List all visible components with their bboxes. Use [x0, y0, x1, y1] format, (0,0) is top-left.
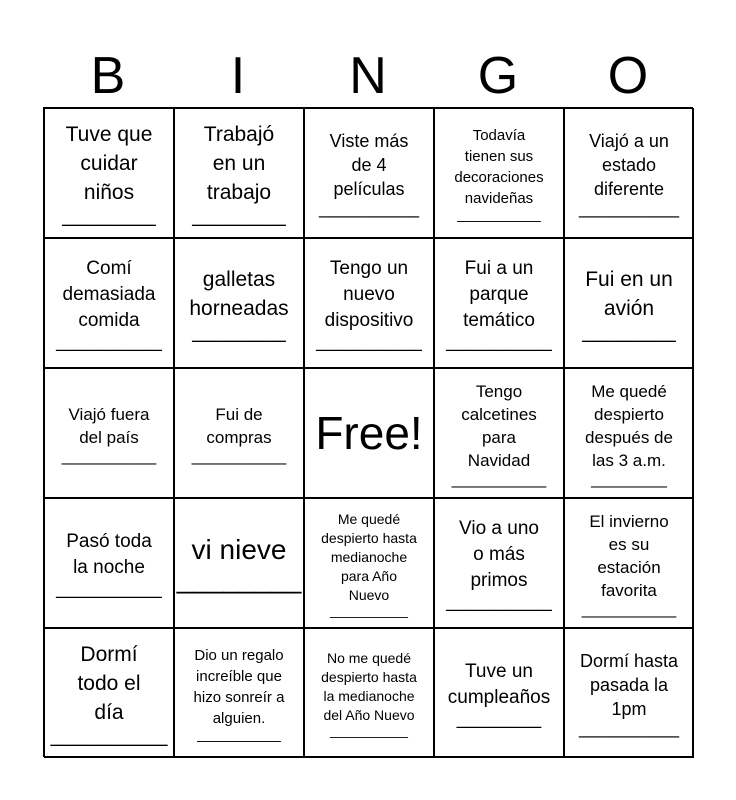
- cell-blank: __________: [446, 330, 552, 352]
- cell-blank: __________: [50, 724, 168, 747]
- cell-text: Me quedé despierto después de las 3 a.m.: [585, 381, 673, 470]
- bingo-cell[interactable]: [174, 108, 304, 238]
- free-cell[interactable]: [304, 368, 434, 498]
- bingo-cell[interactable]: [434, 108, 564, 238]
- header-letter-n: N: [349, 47, 387, 105]
- header-letter-i: I: [230, 47, 246, 105]
- cell-text: Viste más de 4 películas: [329, 131, 409, 199]
- bingo-cell[interactable]: [44, 238, 174, 368]
- bingo-cell[interactable]: [44, 108, 174, 238]
- header-letter-b: B: [90, 47, 126, 105]
- cell-text: Fui en un avión: [585, 267, 673, 320]
- cell-blank: __________: [581, 598, 677, 618]
- cell-text: Tengo un nuevo dispositivo: [324, 257, 414, 331]
- bingo-cell[interactable]: [304, 108, 434, 238]
- header-letter-g: G: [477, 47, 519, 105]
- bingo-cell[interactable]: [434, 498, 564, 628]
- cell-text: El invierno es su estación favorita: [589, 511, 669, 600]
- cell-text: Viajó fuera del país: [68, 404, 150, 447]
- cell-text: Tuve un cumpleaños: [447, 660, 551, 708]
- free-space-label: Free!: [315, 407, 423, 459]
- bingo-cell[interactable]: [564, 108, 694, 238]
- bingo-cell[interactable]: [564, 498, 694, 628]
- cell-blank: __________: [451, 468, 547, 488]
- header-letter-o: O: [607, 47, 649, 105]
- cell-text: Comí demasiada comida: [62, 257, 156, 331]
- cell-text: Dormí hasta pasada la 1pm: [579, 651, 679, 719]
- cell-text: Dormí todo el día: [77, 643, 141, 724]
- bingo-header: [43, 46, 693, 106]
- bingo-cell[interactable]: [44, 498, 174, 628]
- cell-blank: __________: [457, 205, 541, 223]
- cell-text: Me quedé despierto hasta medianoche para Año Nuevo: [321, 510, 417, 603]
- cell-text: Dio un regalo increíble que hizo sonreír a alguien.: [193, 646, 285, 727]
- bingo-cell[interactable]: [304, 238, 434, 368]
- cell-blank: ________: [456, 707, 542, 729]
- bingo-cell[interactable]: [434, 368, 564, 498]
- bingo-cell[interactable]: [564, 628, 694, 758]
- cell-blank: __________: [191, 445, 287, 465]
- bingo-cell[interactable]: [304, 628, 434, 758]
- cell-text: galletas horneadas: [189, 267, 289, 320]
- bingo-cell[interactable]: [304, 498, 434, 628]
- cell-blank: __________: [318, 198, 420, 218]
- cell-text: Tengo calcetines para Navidad: [461, 381, 537, 470]
- cell-text: Tuve que cuidar niños: [65, 123, 153, 204]
- cell-text: Pasó toda la noche: [66, 530, 152, 578]
- bingo-card: [43, 107, 693, 757]
- bingo-cell[interactable]: [174, 368, 304, 498]
- cell-blank: __________: [578, 718, 680, 738]
- cell-text: No me quedé despierto hasta la medianoche del Año Nuevo: [321, 650, 417, 723]
- bingo-cell[interactable]: [174, 628, 304, 758]
- cell-blank: __________: [316, 330, 422, 352]
- cell-text: Trabajó en un trabajo: [203, 123, 275, 204]
- cell-blank: ________: [192, 204, 286, 227]
- cell-blank: ________: [62, 204, 156, 227]
- cell-text: vi nieve: [191, 534, 287, 565]
- cell-blank: ________: [582, 319, 676, 343]
- cell-blank: __________: [446, 590, 552, 612]
- cell-blank: ________: [176, 563, 302, 594]
- bingo-cell[interactable]: [174, 238, 304, 368]
- bingo-cell[interactable]: [44, 368, 174, 498]
- cell-text: Fui de compras: [206, 404, 272, 447]
- cell-blank: __________: [56, 330, 162, 352]
- cell-text: Viajó a un estado diferente: [589, 131, 669, 199]
- cell-text: Vio a uno o más primos: [459, 517, 539, 591]
- cell-text: Todavía tienen sus decoraciones navideñas: [454, 126, 544, 207]
- bingo-cell[interactable]: [174, 498, 304, 628]
- cell-blank: ________: [591, 468, 667, 488]
- cell-blank: __________: [330, 601, 408, 618]
- bingo-cell[interactable]: [564, 238, 694, 368]
- cell-blank: ________: [192, 319, 286, 343]
- bingo-cell[interactable]: [434, 628, 564, 758]
- cell-blank: __________: [61, 445, 157, 465]
- cell-blank: __________: [197, 725, 281, 743]
- cell-blank: __________: [578, 198, 680, 218]
- bingo-cell[interactable]: [434, 238, 564, 368]
- cell-blank: __________: [330, 722, 408, 738]
- cell-text: Fui a un parque temático: [463, 257, 535, 331]
- bingo-cell[interactable]: [44, 628, 174, 758]
- cell-blank: __________: [56, 577, 162, 599]
- bingo-cell[interactable]: [564, 368, 694, 498]
